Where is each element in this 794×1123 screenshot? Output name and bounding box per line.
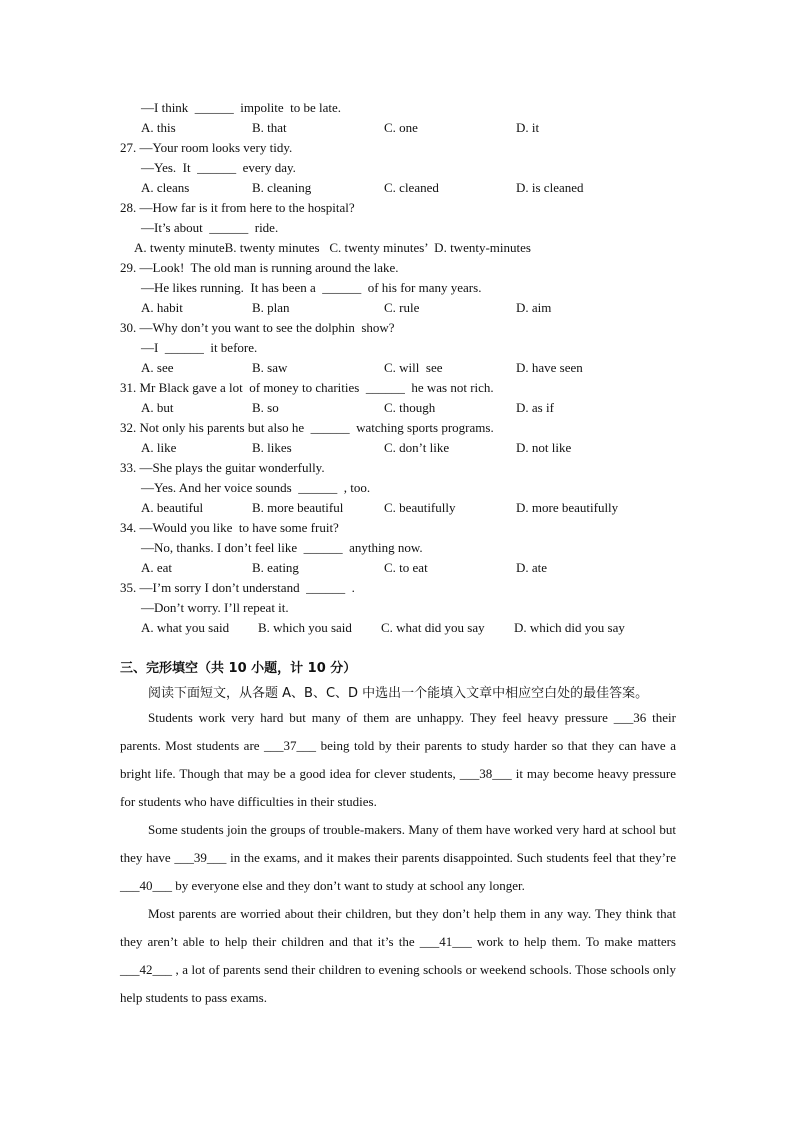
q27-option-d: D. is cleaned (516, 180, 584, 195)
section-instructions: 阅读下面短文，从各题 A、B、C、D 中选出一个能填入文章中相应空白处的最佳答案。 (148, 686, 649, 701)
q29-option-b: B. plan (252, 300, 290, 315)
q31-option-a: A. but (141, 400, 174, 415)
passage-paragraph-2: Some students join the groups of trouble-makers. Many of them have worked very hard at school but they have ___39___ in the exams, and it makes their parents disappointed. Such students feel that they’re ___40___ by everyone else and they don’t want to study at school any longer. (120, 822, 676, 893)
q33-option-d: D. more beautifully (516, 500, 619, 515)
q30-option-a: A. see (141, 360, 174, 375)
q30-line1: 30. —Why don’t you want to see the dolphin show? (120, 320, 395, 335)
q26-line1: —I think ______ impolite to be late. (141, 100, 342, 115)
passage-paragraph-3: Most parents are worried about their children, but they don’t help them in any way. They think that they aren’t able to help their children and that it’s the ___41___ work to help them. To make matters ___42___ , a lot of parents send their children to evening schools or weekend schools. Those schools only help students to pass exams. (120, 906, 676, 1005)
q26-option-b: B. that (252, 120, 287, 135)
passage-paragraph-1: Students work very hard but many of them are unhappy. They feel heavy pressure ___36 their parents. Most students are ___37___ being told by their parents to study harder so that they can have a bright life. Though that may be a good idea for clever students, ___38___ it may become heavy pressure for students who have difficulties in their studies. (120, 710, 676, 809)
q33-option-a: A. beautiful (141, 500, 204, 515)
q29-line1: 29. —Look! The old man is running around the lake. (120, 260, 399, 275)
q35-line2: —Don’t worry. I’ll repeat it. (141, 600, 289, 615)
q34-option-b: B. eating (252, 560, 299, 575)
q27-line1: 27. —Your room looks very tidy. (120, 140, 293, 155)
q33-line2: —Yes. And her voice sounds ______ , too. (141, 480, 371, 495)
q31-option-d: D. as if (516, 400, 554, 415)
q32-line1: 32. Not only his parents but also he ______ watching sports programs. (120, 420, 494, 435)
q31-line1: 31. Mr Black gave a lot of money to charities ______ he was not rich. (120, 380, 494, 395)
q30-option-c: C. will see (384, 360, 443, 375)
q31-option-c: C. though (384, 400, 436, 415)
q33-line1: 33. —She plays the guitar wonderfully. (120, 460, 325, 475)
q30-option-b: B. saw (252, 360, 288, 375)
q35-line1: 35. —I’m sorry I don’t understand ______ . (120, 580, 355, 595)
q26-option-d: D. it (516, 120, 540, 135)
section-title: 三、完形填空（共 10 小题，计 10 分） (120, 661, 357, 676)
q26-option-a: A. this (141, 120, 176, 135)
q28-line1: 28. —How far is it from here to the hospital? (120, 200, 355, 215)
q32-option-b: B. likes (252, 440, 292, 455)
q27-option-c: C. cleaned (384, 180, 439, 195)
q26-option-c: C. one (384, 120, 418, 135)
q32-option-a: A. like (141, 440, 177, 455)
q34-option-d: D. ate (516, 560, 548, 575)
q29-line2: —He likes running. It has been a ______ of his for many years. (141, 280, 482, 295)
q35-option-d: D. which did you say (514, 620, 625, 635)
q27-line2: —Yes. It ______ every day. (141, 160, 296, 175)
q29-option-a: A. habit (141, 300, 183, 315)
q31-option-b: B. so (252, 400, 279, 415)
q28-options: A. twenty minuteB. twenty minutes C. twenty minutes’ D. twenty-minutes (134, 240, 531, 255)
q30-option-d: D. have seen (516, 360, 583, 375)
q33-option-b: B. more beautiful (252, 500, 344, 515)
q27-option-b: B. cleaning (252, 180, 312, 195)
q34-option-a: A. eat (141, 560, 173, 575)
q29-option-d: D. aim (516, 300, 552, 315)
q34-line2: —No, thanks. I don’t feel like ______ anything now. (141, 540, 423, 555)
q34-option-c: C. to eat (384, 560, 428, 575)
q35-option-c: C. what did you say (381, 620, 485, 635)
q33-option-c: C. beautifully (384, 500, 456, 515)
q32-option-c: C. don’t like (384, 440, 450, 455)
q27-option-a: A. cleans (141, 180, 190, 195)
q35-option-a: A. what you said (141, 620, 230, 635)
q29-option-c: C. rule (384, 300, 420, 315)
q30-line2: —I ______ it before. (141, 340, 258, 355)
q32-option-d: D. not like (516, 440, 572, 455)
q35-option-b: B. which you said (258, 620, 352, 635)
q34-line1: 34. —Would you like to have some fruit? (120, 520, 339, 535)
q28-line2: —It’s about ______ ride. (141, 220, 279, 235)
